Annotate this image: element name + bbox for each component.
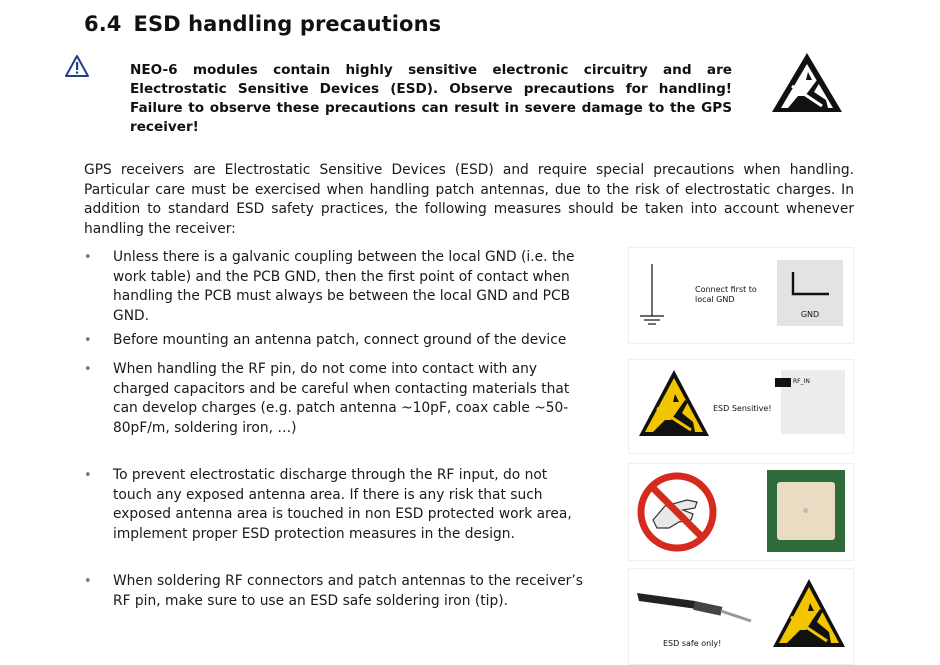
bullet-dot: • bbox=[84, 333, 92, 348]
patch-antenna-image bbox=[767, 470, 845, 552]
esd-sensitive-icon bbox=[637, 368, 711, 438]
bullet-item bbox=[84, 331, 584, 351]
section-heading bbox=[84, 12, 441, 36]
esd-warning-icon bbox=[770, 50, 844, 114]
bullet-item bbox=[84, 466, 584, 544]
section-number: 6.4 bbox=[84, 12, 122, 36]
rf-board bbox=[781, 370, 845, 434]
rf-pin-block bbox=[775, 378, 791, 387]
figure-ground-connection bbox=[628, 247, 854, 344]
ground-caption: Connect first to local GND bbox=[695, 285, 757, 304]
bullet-text: Before mounting an antenna patch, connect ground of the device bbox=[113, 332, 567, 348]
warning-text: NEO-6 modules contain highly sensitive electronic circuitry and are Electrostatic Sensitive Devices (ESD). Observe precautions for handling! Failure to observe these precautions can result in severe damage to the GPS receiver! bbox=[130, 62, 732, 135]
bullet-item bbox=[84, 360, 584, 438]
no-touch-icon bbox=[635, 470, 719, 554]
bullet-text: To prevent electrostatic discharge through the RF input, do not touch any exposed antenna area. If there is any risk that such exposed antenna area is touched in non ESD protected work area, implement proper ESD protection measures in the design. bbox=[113, 467, 572, 542]
antenna-feed bbox=[803, 508, 808, 513]
antenna-ceramic bbox=[777, 482, 835, 540]
solder-caption: ESD safe only! bbox=[663, 639, 722, 648]
rf-pin-label: RF_IN bbox=[793, 378, 810, 385]
intro-paragraph: GPS receivers are Electrostatic Sensitive Devices (ESD) and require special precautions when handling. Particular care must be exercised when handling patch antennas, due to the risk of electrostatic charges. In addition to standard ESD safety practices, the following measures should be taken into account whenever handling the receiver: bbox=[84, 162, 854, 237]
figure-rf-pin bbox=[628, 359, 854, 454]
bullet-dot: • bbox=[84, 250, 92, 265]
gnd-pad bbox=[777, 260, 843, 326]
bullet-item bbox=[84, 572, 584, 611]
figure-soldering bbox=[628, 568, 854, 665]
bullet-dot: • bbox=[84, 574, 92, 589]
section-title: ESD handling precautions bbox=[133, 12, 442, 36]
rf-caption: ESD Sensitive! bbox=[713, 404, 772, 413]
ground-symbol-icon bbox=[637, 264, 667, 330]
corner-connector-icon bbox=[791, 272, 831, 296]
bullet-dot: • bbox=[84, 468, 92, 483]
soldering-iron-icon bbox=[635, 579, 755, 629]
bullet-text: When handling the RF pin, do not come into contact with any charged capacitors and be careful when contacting materials that can develop charges (e.g. patch antenna ~10pF, coax cable ~50-80pF/m, soldering iron, …) bbox=[113, 361, 570, 436]
bullet-text: When soldering RF connectors and patch antennas to the receiver’s RF pin, make sure to use an ESD safe soldering iron (tip). bbox=[113, 573, 583, 609]
esd-safe-icon bbox=[771, 577, 847, 649]
bullet-text: Unless there is a galvanic coupling between the local GND (i.e. the work table) and the PCB GND, then the first point of contact when handling the PCB must always be between the local GND and PCB GND. bbox=[113, 249, 575, 324]
gnd-label: GND bbox=[800, 310, 820, 319]
figure-no-touch bbox=[628, 463, 854, 561]
bullet-item bbox=[84, 248, 584, 326]
bullet-dot: • bbox=[84, 362, 92, 377]
warning-icon bbox=[64, 54, 90, 78]
